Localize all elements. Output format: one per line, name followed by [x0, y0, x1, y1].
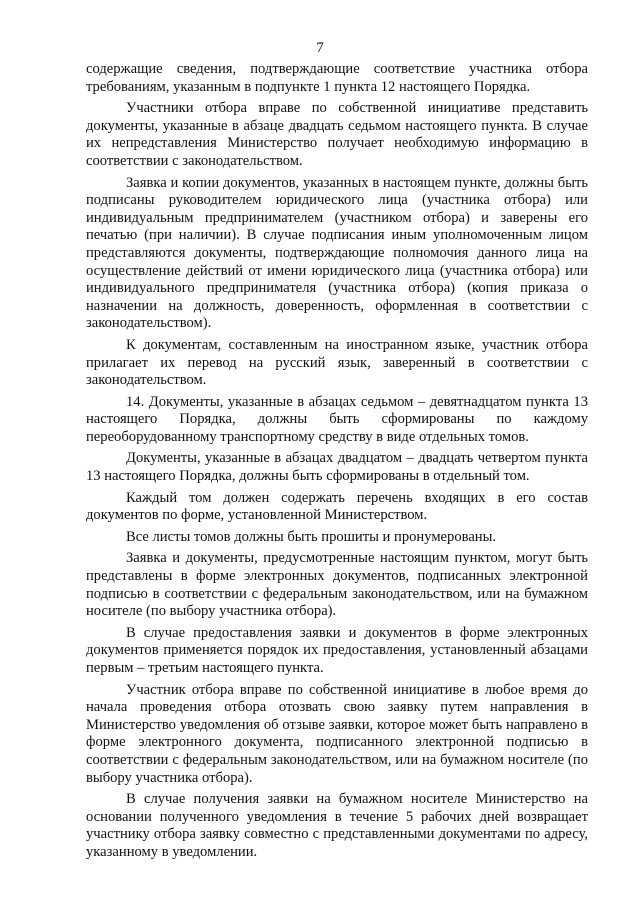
paragraph-5: 14. Документы, указанные в абзацах седьмом – девятнадцатом пункта 13 настоящего Порядка, должны быть сформированы по каждому переоборудованному транспортному средству в виде отдельных томов. — [86, 393, 588, 445]
paragraph-6: Документы, указанные в абзацах двадцатом – двадцать четвертом пункта 13 настоящего Порядка, должны быть сформированы в отдельный том. — [86, 450, 588, 485]
paragraph-4: К документам, составленным на иностранном языке, участник отбора прилагает их перевод на русский язык, заверенный в соответствии с законодательством. — [86, 336, 588, 389]
paragraph-3: Заявка и копии документов, указанных в настоящем пункте, должны быть подписаны руководителем юридического лица (участника отбора) или индивидуальным предпринимателем (участником отбора) и заверены его печатью (при наличии). В случае подписания иным уполномоченным лицом представляются документы, подтверждающие полномочия данного лица на осуществление действий от имени юридического лица (участника отбора) или индивидуального предпринимателя (участника отбора) (копия приказа о назначении на должность, доверенность, оформленная в соответствии с законодательством). — [86, 174, 588, 332]
paragraph-7: Каждый том должен содержать перечень входящих в его состав документов по форме, установленной Министерством. — [86, 489, 588, 524]
paragraph-11: Участник отбора вправе по собственной инициативе в любое время до начала проведения отбора отозвать свою заявку путем направления в Министерство уведомления об отзыве заявки, которое может быть направлено в форме электронного документа, подписанного электронной подписью в соответствии с федеральным законодательством, или на бумажном носителе (по выбору участника отбора). — [86, 681, 588, 786]
paragraph-10: В случае предоставления заявки и документов в форме электронных документов применяется порядок их предоставления, установленный абзацами первым – третьим настоящего пункта. — [86, 624, 588, 676]
paragraph-2: Участники отбора вправе по собственной инициативе представить документы, указанные в абзаце двадцать седьмом настоящего пункта. В случае их непредставления Министерство получает необходимую информацию в соответствии с законодательством. — [86, 100, 588, 169]
paragraph-9: Заявка и документы, предусмотренные настоящим пунктом, могут быть представлены в форме электронных документов, подписанных электронной подписью в соответствии с федеральным законодательством, или на бумажном носителе (по выбору участника отбора). — [86, 550, 588, 620]
paragraph-12: В случае получения заявки на бумажном носителе Министерство на основании полученного уведомления в течение 5 рабочих дней возвращает участнику отбора заявку совместно с представленными документами по адресу, указанному в уведомлении. — [86, 791, 588, 860]
paragraph-1: содержащие сведения, подтверждающие соответствие участника отбора требованиям, указанным в подпункте 1 пункта 12 настоящего Порядка. — [86, 61, 588, 95]
paragraph-8: Все листы томов должны быть прошиты и пронумерованы. — [126, 528, 497, 545]
page-number: 7 — [316, 40, 324, 56]
document-body — [86, 61, 588, 866]
